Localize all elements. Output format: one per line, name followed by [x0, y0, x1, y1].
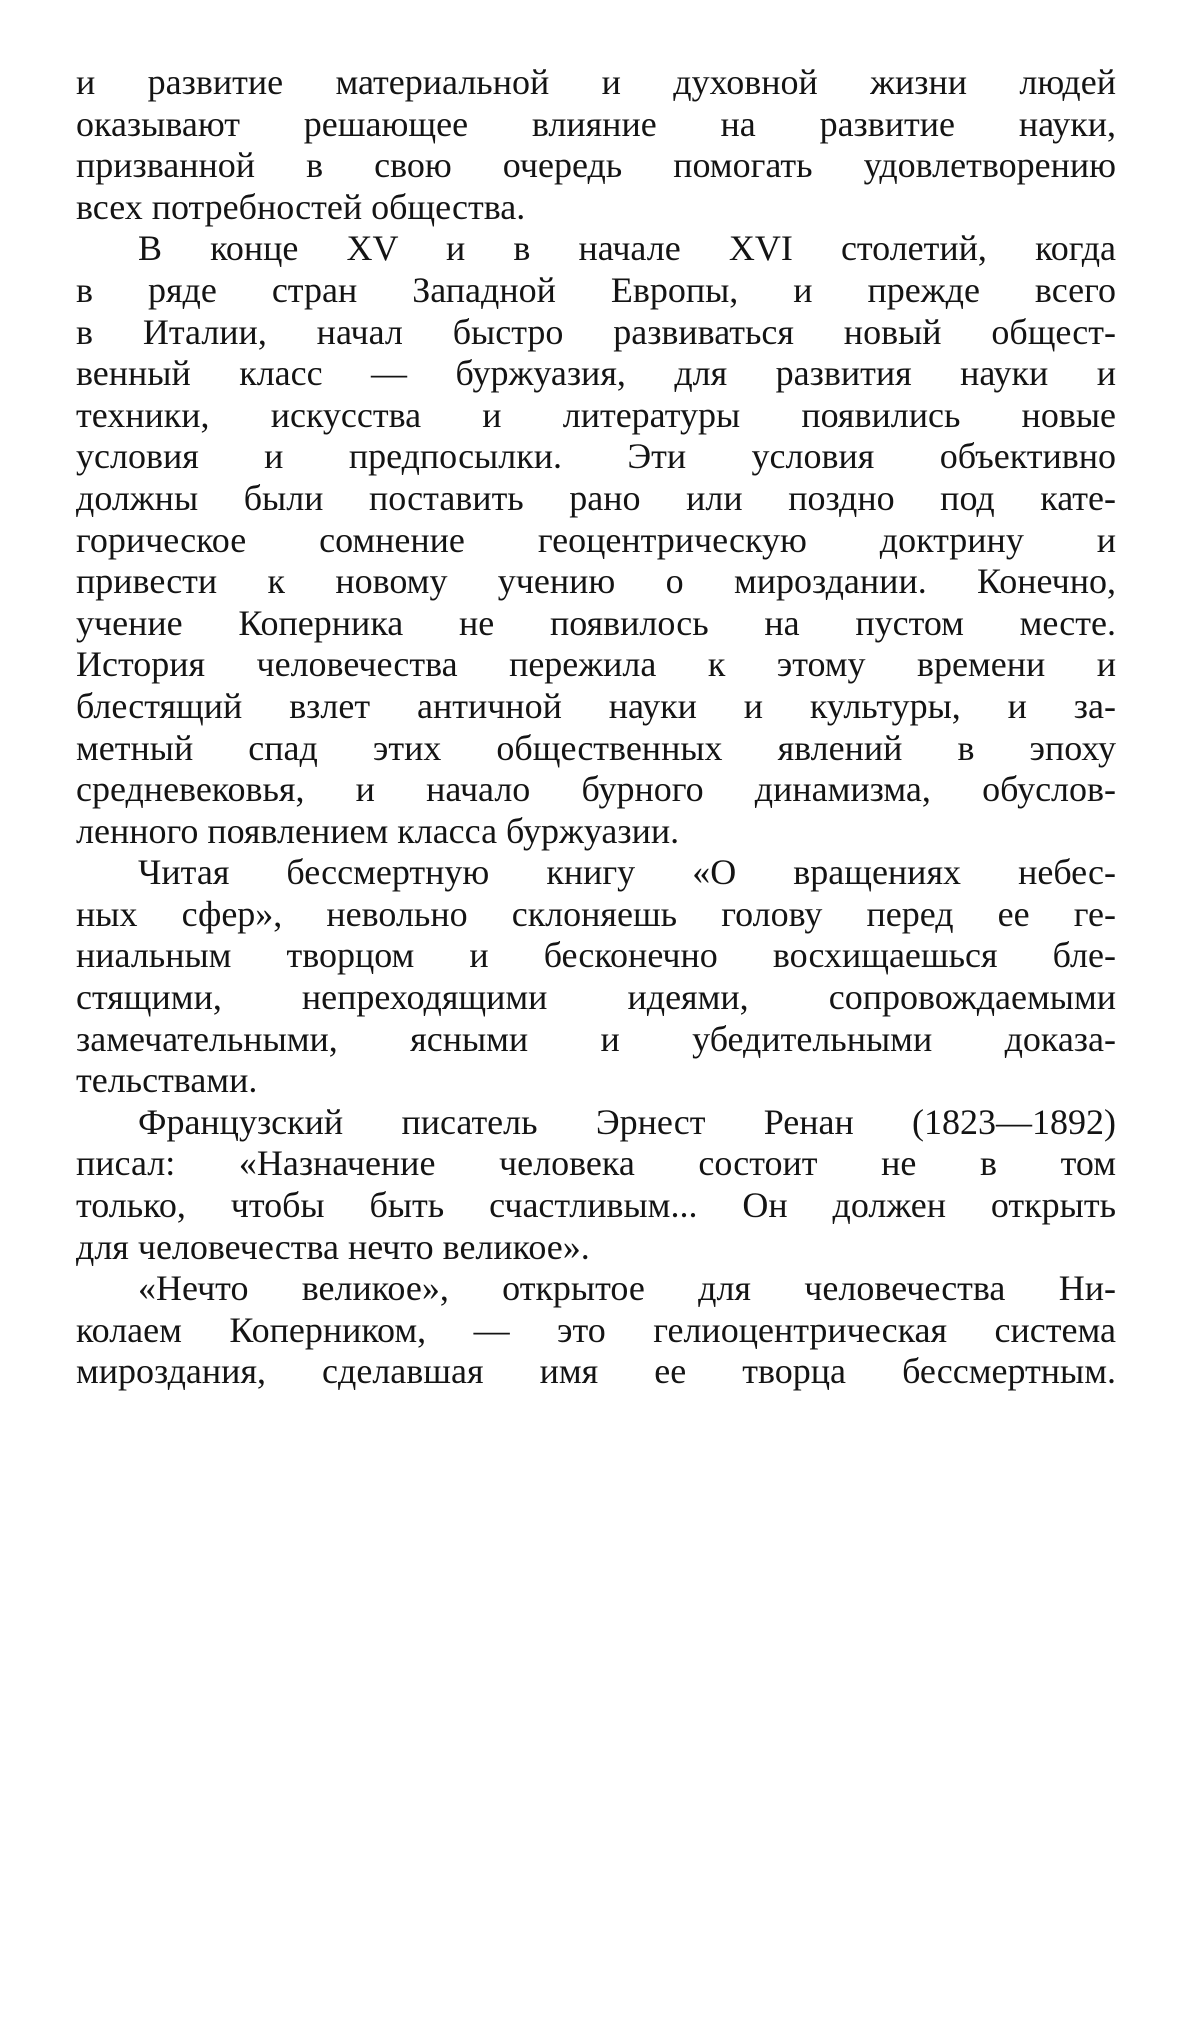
paragraph-1 — [76, 62, 1116, 228]
paragraph-3 — [76, 852, 1116, 1102]
text-line: колаем Коперником, — это гелиоцентрическая система — [76, 1309, 1116, 1350]
text-line: привести к новому учению о мироздании. Конечно, — [76, 561, 1116, 602]
text-line: тельствами. — [76, 1060, 258, 1101]
text-line: горическое сомнение геоцентрическую доктрину и — [76, 519, 1116, 560]
text-line: в ряде стран Западной Европы, и прежде всего — [76, 269, 1116, 310]
text-line: призванной в свою очередь помогать удовлетворению — [76, 145, 1116, 186]
text-line: писал: «Назначение человека состоит не в том — [76, 1143, 1116, 1184]
text-line: ленного появлением класса буржуазии. — [76, 810, 680, 851]
text-line: ных сфер», невольно склоняешь голову перед ее ге- — [76, 893, 1116, 934]
paragraph-2 — [76, 228, 1116, 852]
text-line: техники, искусства и литературы появились новые — [76, 394, 1116, 435]
text-line: мироздания, сделавшая имя ее творца бессмертным. — [76, 1351, 1116, 1392]
text-line: венный класс — буржуазия, для развития науки и — [76, 353, 1116, 394]
text-line: должны были поставить рано или поздно под кате- — [76, 477, 1116, 518]
text-line: и развитие материальной и духовной жизни людей — [76, 62, 1116, 102]
text-line: стящими, непреходящими идеями, сопровождаемыми — [76, 977, 1116, 1018]
text-line: Французский писатель Эрнест Ренан (1823—1892) — [138, 1101, 1116, 1142]
text-line: только, чтобы быть счастливым... Он должен открыть — [76, 1185, 1116, 1226]
text-line: «Нечто великое», открытое для человечества Ни- — [138, 1268, 1116, 1309]
text-line: метный спад этих общественных явлений в эпоху — [76, 727, 1116, 768]
text-line: История человечества пережила к этому времени и — [76, 644, 1116, 685]
text-line: Читая бессмертную книгу «О вращениях небес- — [138, 852, 1116, 893]
text-line: ниальным творцом и бесконечно восхищаешься бле- — [76, 935, 1116, 976]
paragraph-4 — [76, 1102, 1116, 1268]
text-line: условия и предпосылки. Эти условия объективно — [76, 436, 1116, 477]
text-line: замечательными, ясными и убедительными доказа- — [76, 1018, 1116, 1059]
text-line: всех потребностей общества. — [76, 186, 526, 227]
text-line: средневековья, и начало бурного динамизма, обуслов- — [76, 769, 1116, 810]
text-line: в Италии, начал быстро развиваться новый общест- — [76, 311, 1116, 352]
text-line: оказывают решающее влияние на развитие науки, — [76, 103, 1116, 144]
text-line: блестящий взлет античной науки и культуры, и за- — [76, 685, 1116, 726]
text-line: учение Коперника не появилось на пустом месте. — [76, 602, 1116, 643]
paragraph-5 — [76, 1268, 1116, 1393]
page-text — [76, 62, 1116, 1393]
text-line: для человечества нечто великое». — [76, 1226, 590, 1267]
text-line: В конце XV и в начале XVI столетий, когда — [138, 228, 1116, 269]
